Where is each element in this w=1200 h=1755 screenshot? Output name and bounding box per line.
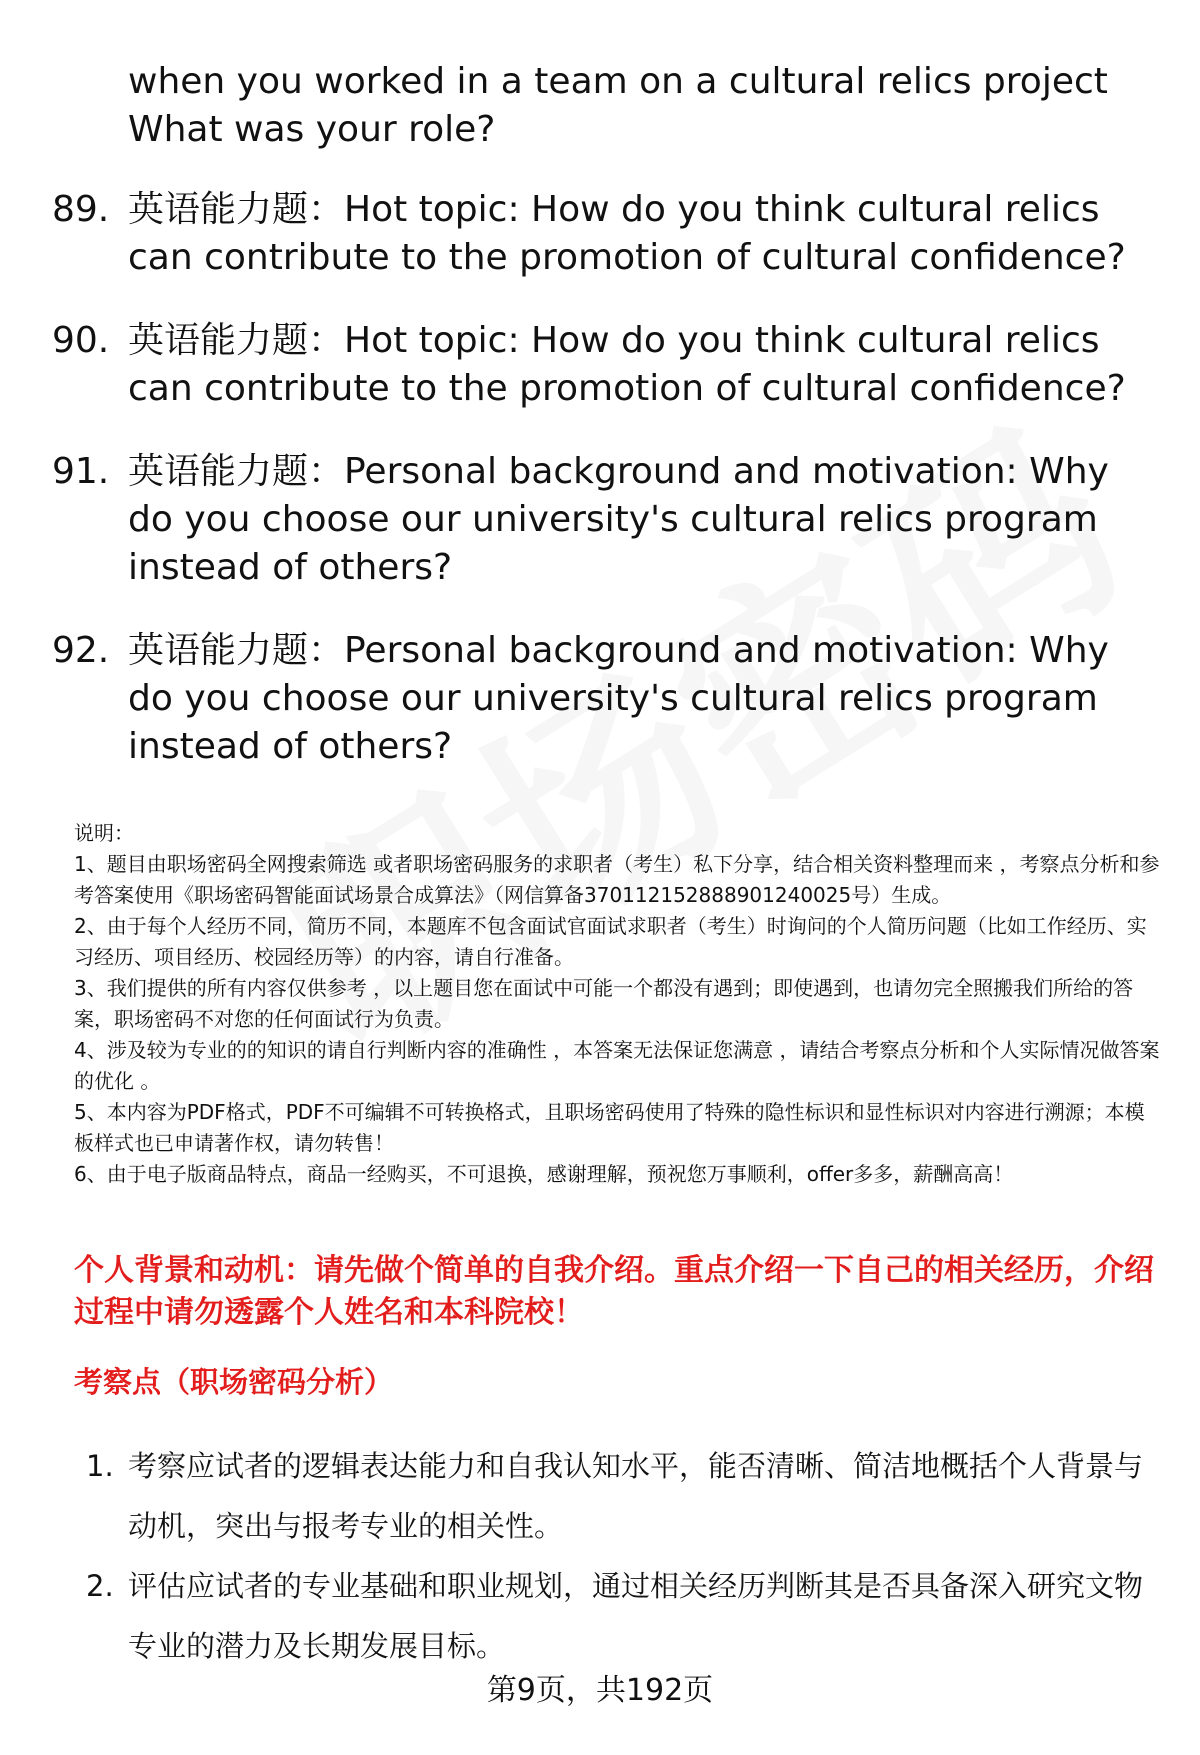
notes-section — [74, 818, 1164, 1190]
question-item — [0, 627, 1200, 771]
point-text: 评估应试者的专业基础和职业规划，通过相关经历判断其是否具备深入研究文物专业的潜力及长期发展目标。 — [128, 1569, 1144, 1663]
question-number: 91. — [52, 451, 110, 492]
note-item: 5、本内容为PDF格式，PDF不可编辑不可转换格式，且职场密码使用了特殊的隐性标识和显性标识对内容进行溯源；本模板样式也已申请著作权，请勿转售！ — [74, 1100, 1145, 1155]
question-text: 英语能力题：Personal background and motivation: Why do you choose our university's cultural relics program instead of others? — [128, 630, 1109, 767]
question-item — [0, 317, 1200, 413]
question-item — [0, 186, 1200, 282]
note-item: 1、题目由职场密码全网搜索筛选 或者职场密码服务的求职者（考生）私下分享，结合相关资料整理而来 ，考察点分析和参考答案使用《职场密码智能面试场景合成算法》（网信算备370112152888901240025号）生成。 — [74, 852, 1160, 907]
question-list — [0, 186, 1200, 806]
question-text: 英语能力题：Hot topic: How do you think cultural relics can contribute to the promotion of cultural confidence? — [128, 320, 1126, 409]
point-number: 1. — [86, 1449, 114, 1483]
note-item: 6、由于电子版商品特点，商品一经购买，不可退换，感谢理解，预祝您万事顺利，offer多多，薪酬高高！ — [74, 1162, 1014, 1186]
analysis-title: 考察点（职场密码分析） — [74, 1365, 394, 1399]
note-item: 3、我们提供的所有内容仅供参考 ，以上题目您在面试中可能一个都没有遇到；即使遇到，也请勿完全照搬我们所给的答案，职场密码不对您的任何面试行为负责。 — [74, 976, 1134, 1031]
point-number: 2. — [86, 1569, 114, 1603]
question-item — [0, 448, 1200, 592]
featured-question: 个人背景和动机：请先做个简单的自我介绍。重点介绍一下自己的相关经历，介绍过程中请勿透露个人姓名和本科院校！ — [74, 1253, 1154, 1330]
question-number: 90. — [52, 320, 110, 361]
notes-heading: 说明： — [74, 821, 134, 845]
question-number: 92. — [52, 630, 110, 671]
analysis-point — [0, 1436, 1200, 1556]
question-text: 英语能力题：Personal background and motivation: Why do you choose our university's cultural relics program instead of others? — [128, 451, 1109, 588]
point-text: 考察应试者的逻辑表达能力和自我认知水平，能否清晰、简洁地概括个人背景与动机，突出与报考专业的相关性。 — [128, 1449, 1144, 1543]
analysis-point — [0, 1556, 1200, 1676]
analysis-points — [0, 1436, 1200, 1676]
question-text: 英语能力题：Hot topic: How do you think cultural relics can contribute to the promotion of cultural confidence? — [128, 189, 1126, 278]
note-item: 2、由于每个人经历不同，简历不同，本题库不包含面试官面试求职者（考生）时询问的个人简历问题（比如工作经历、实习经历、项目经历、校园经历等）的内容，请自行准备。 — [74, 914, 1147, 969]
note-item: 4、涉及较为专业的的知识的请自行判断内容的准确性 ，本答案无法保证您满意 ，请结合考察点分析和个人实际情况做答案的优化 。 — [74, 1038, 1160, 1093]
question-number: 89. — [52, 189, 110, 230]
page-footer: 第9页，共192页 — [486, 1673, 714, 1708]
question-continuation: when you worked in a team on a cultural relics project What was your role? — [128, 61, 1108, 150]
